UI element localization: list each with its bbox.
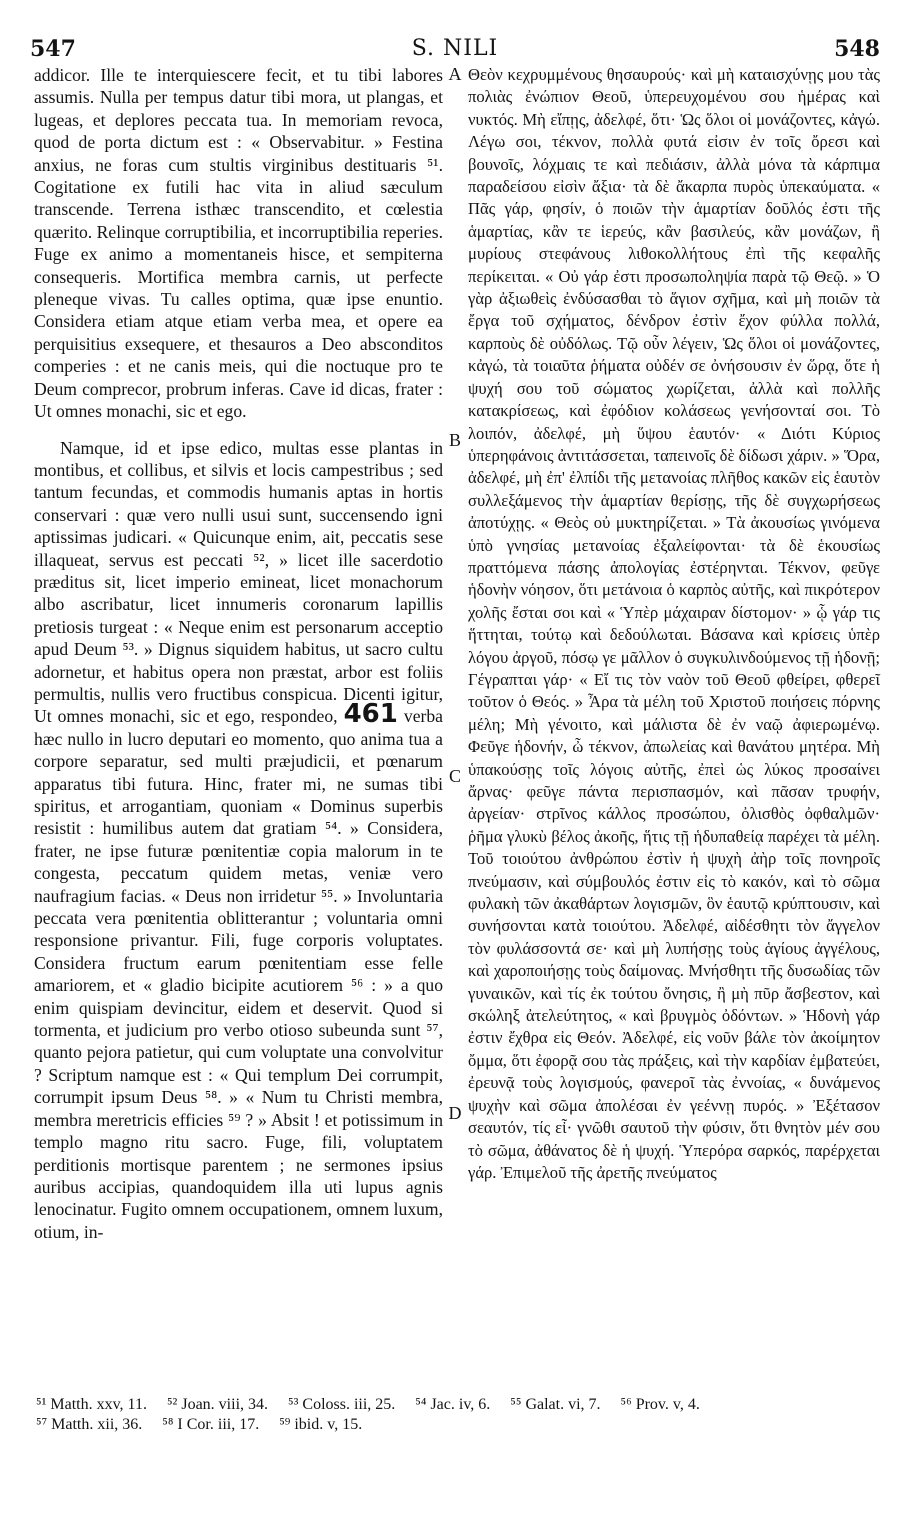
running-title: S. NILI: [411, 36, 499, 61]
footnote: ⁵⁵ Galat. vi, 7.: [510, 1396, 601, 1413]
latin-text: Namque, id et ipse edico, multas esse plantas in montibus, et collibus, et silvis et locis campestribus ; sed tantum fecundas, et commodis humanis aptas in hortis conservari : quæ vero nulli usui sunt, succensendo igni aptissimas judicari. « Quicunque enim, ait, peccatis sese illaqueat, servus est peccati ⁵², » licet ille sacerdotio præditus sit, licet imperio emineat, licet monachorum albo ascribatur, licet innumeris coronarum lapillis pretiosis turgeat : « Neque enim est personarum acceptio apud Deum ⁵³. » Dignus siquidem habitus, ut sacro cultu adornetur, et habitus opera non præstat, arbor est foliis permultis, nullis vero fructibus conspicua. Dicenti igitur, Ut omnes monachi, sic et ego, respondeo,: [34, 437, 443, 727]
latin-paragraph: addicor. Ille te interquiescere fecit, et tu tibi labores assumis. Nulla per tempus datur tibi mora, ut plangas, et lugeas, et deplores peccata tua. In memoriam revoca, quod de porta dictum est : « Observabitur. » Festina anxius, ne foras cum stultis virginibus destituaris ⁵¹. Cogitatione ex futili hac vita in aliud sæculum transcende. Terrena isthæc transcendito, et cœlestia quærito. Relinque corruptibilia, et incorruptibilia reperies. Fuge ex animo a momentaneis hisce, et sempiterna consequeris. Mortifica membra carnis, ut perfecte pleneque vivas. Tu calles optima, quæ ipse enuntio. Considera etiam atque etiam verba mea, et opere ea perquisitius exsequere, et thesauros a Deo absconditos comperies : et ne canis meis, qui die noctuque pro te Deum comprecor, probrum inferas. Cave id dicas, frater : Ut omnes monachi, sic et ego.: [34, 65, 443, 422]
latin-paragraph: [34, 437, 443, 1244]
section-marker-c: C: [448, 766, 461, 786]
footnote: ⁵³ Coloss. iii, 25.: [288, 1396, 396, 1413]
section-marker-d: D: [448, 1103, 462, 1123]
footnote: ⁵¹ Matth. xxv, 11.: [36, 1396, 147, 1413]
footnote-line: [36, 1395, 876, 1415]
footnote: ⁵⁹ ibid. v, 15.: [279, 1416, 363, 1433]
footnote: ⁵² Joan. viii, 34.: [166, 1396, 269, 1413]
footnotes: [36, 1395, 876, 1435]
page-number-right: 548: [834, 36, 880, 62]
latin-column: [34, 64, 443, 1243]
section-marker-a: A: [448, 64, 462, 84]
column-number: 461: [343, 699, 398, 730]
footnote: ⁵⁷ Matth. xii, 36.: [36, 1416, 143, 1433]
footnote: ⁵⁶ Prov. v, 4.: [620, 1396, 700, 1413]
page-header: [30, 36, 880, 66]
footnote: ⁵⁸ I Cor. iii, 17.: [162, 1416, 260, 1433]
greek-paragraph: Θεὸν κεχρυμμένους θησαυρούς· καὶ μὴ καταισχύνῃς μου τὰς πολιὰς ἐνώπιον Θεοῦ, ὑπερευχομένου σου ἡμέρας καὶ νυκτός. Μὴ εἴπῃς, ἀδελφέ, ὅτι· Ὡς ὅλοι οἱ μονάζοντες, κἀγώ. Λέγω σοι, τέκνον, πολλὰ φυτά εἰσιν ἐν τοῖς ὄρεσι καὶ βουνοῖς, λόχμαις τε καὶ πεδιάσιν, ἀλλὰ μόνα τὰ κάρπιμα παραδείσου εἰσὶν ἄξια· τὰ δὲ ἄκαρπα πυρὸς ὑπεκαύματα. « Πᾶς γάρ, φησίν, ὁ ποιῶν τὴν ἁμαρτίαν δοῦλός ἐστι τῆς ἁμαρτίας, κἂν τε ἱερεύς, κἂν βασιλεύς, κἂν μονάζων, ἢ μυρίους στεφάνους λιθοκολλήτους ἐπὶ τῆς κεφαλῆς περίκειται. « Οὐ γάρ ἐστι προσωποληψία παρὰ τῷ Θεῷ. » Ὁ γὰρ ἀξιωθεὶς ἐνδύσασθαι τὸ ἅγιον σχῆμα, καὶ μὴ ποιῶν τὰ ἔργα τοῦ σχήματος, δένδρον ἐστὶν ἔχον φύλλα πολλά, καρποὺς δὲ οὐδόλως. Τῷ οὖν λέγειν, Ὡς ὅλοι οἱ μονάζοντες, κἀγώ, τὰ τοιαῦτα ῥήματα οὐδέν σε ὀνήσουσιν ἐν ὥρᾳ, ὅτε ἡ ψυχή σου τοῦ σώματος χωρίζεται, ἀλλὰ καὶ πολλῆς κατακρίσεως, καὶ ἐφόδιον κολάσεως γενήσονταί σοι. Τὸ λοιπόν, ἀδελφέ, μὴ ὕψου ἑαυτόν· « Διότι Κύριος ὑπερηφάνοις ἀντιτάσσεται, ταπεινοῖς δὲ δίδωσι χάριν. » Ὅρα, ἀδελφέ, μὴ ἐπ' ἐλπίδι τῆς μετανοίας πλῆθος κακῶν εἰς ἑαυτὸν συλλεξάμενος τὴν ἁμαρτίαν θερίσῃς, τῆς δὲ συγχωρήσεως ἀποτύχῃς. « Θεὸς οὐ μυκτηρίζεται. » Τὰ ἀκουσίως γινόμενα ὑπὸ γνησίας μετανοίας ἐξαλείφονται· τὰ δὲ ἑκουσίως πραττόμενα πάσης ἀπολογίας ἐστέρηνται. Τέκνον, φεῦγε ἡδονὴν νόησον, ὅτι μετάνοια ὁ καρπὸς αὐτῆς, καὶ πικρότερον χολῆς ἔσται σοι καὶ « Ὑπὲρ μάχαιραν δίστομον· » ᾧ γάρ τις ἥττηται, τούτῳ καὶ δεδούλωται. Βάσανα καὶ κρίσεις ὑπὲρ λόγου ἀργοῦ, πόσῳ γε μᾶλλον ὁ συγκυλινδούμενος τῇ ἡδονῇ; Γέγραπται γάρ· « Εἴ τις τὸν ναὸν τοῦ Θεοῦ φθείρει, φθερεῖ τοῦτον ὁ Θεός. » Ἆρα τὰ μέλη τοῦ Χριστοῦ ποιήσεις πόρνης μέλη; Μὴ γένοιτο, καὶ μάλιστα δὲ ἐν ναῷ ἀφιερωμένῳ. Φεῦγε ἡδονήν, ὦ τέκνον, ἀπωλείας καὶ θανάτου μητέρα. Μὴ ὑπακούσῃς τοῖς λόγοις αὐτῆς, ἐπεὶ ὡς λύκος προσαίνει ἄρνας· φεῦγε πάντα περισπασμόν, καὶ πᾶσαν τρυφήν, ἀργείαν· στρῖνος κάλλος προσώπου, ὀλισθὸς ὀφθαλμῶν· ῥῆμα γλυκὺ βέλος ἀκοῆς, ἥτις τῇ ἡδυπαθείᾳ παρέχει τὰ μέλη. Τοῦ τοιούτου ἀνθρώπου ἐστὶν ἡ ψυχὴ ἀὴρ τοῖς πονηροῖς πνεύμασιν, καὶ σύμβουλός ἐστιν εἰς τὸ κακόν, καὶ τὸ σῶμα φυλακὴ τῶν ἀκαθάρτων λογισμῶν, ὃν ἑαυτῷ κρύπτουσιν, καὶ συνήσονται κατὰ τοιούτου. Ἀδελφέ, αἰδέσθητι τὸν ἄγγελον τὸν φυλάσσοντά σε· καὶ μὴ λυπήσῃς τοὺς ἁγίους ἀγγέλους, καὶ χαροποιήσῃς τοὺς δαίμονας. Μνήσθητι τῆς δυσωδίας τῶν γυναικῶν, καὶ τίς ἐκ τούτου ὄνησις, ἢ μὴ πῦρ ἄσβεστον, καὶ σκώληξ ἀτελεύτητος, « καὶ βρυγμὸς ὀδόντων. » Ἡδονὴ γάρ ἐστιν ἔχθρα εἰς Θεόν. Ἀδελφέ, εἰς νοῦν βάλε τὸν ἀκοίμητον ὄμμα, ὅτι ἐφορᾷ σου τὰς πράξεις, καὶ τὴν καρδίαν ἐμβατεύει, ἐρευνᾷ τοὺς λογισμούς, φανεροῖ τὰς ἐννοίας, « δυνάμενος ψυχὴν καὶ σῶμα ἀπολέσαι ἐν γεέννῃ πυρός. » Ἐξέτασον σεαυτόν, τίς εἶ· γνῶθι σαυτοῦ τὴν φύσιν, ὅτι θνητὸν μέν σου τὸ σῶμα, ἀθάνατος δὲ ἡ ψυχή. Ὑπερόρα σαρκός, παρέρχεται γάρ. Ἐπιμελοῦ τῆς ἀρετῆς πνεύματος: [468, 65, 880, 1182]
footnote: ⁵⁴ Jac. iv, 6.: [415, 1396, 491, 1413]
footnote-line: [36, 1415, 876, 1435]
section-marker-b: B: [448, 430, 461, 450]
greek-column: [468, 64, 880, 1184]
page-number-left: 547: [30, 36, 76, 62]
latin-text: verba hæc nullo in lucro deputari eo momento, quo anima tua a corpore separatur, sed multi præjudicii, et pœnarum apparatus tibi futura. Hinc, frater mi, ne sumas tibi spiritus, et arrogantiam, quoniam « Dominus superbis resistit : humilibus autem dat gratiam ⁵⁴. » Considera, frater, ne ipse futuræ pœnitentiæ copia malorum in te congesta, peccatum quidem metas, veniæ vero naufragium facias. « Deus non irridetur ⁵⁵. » Involuntaria peccata vera pœnitentia oblitterantur ; voluntaria omni responsione privantur. Fili, fuge corporis voluptates. Considera fructum earum pœnitentiam esse felle amariorem, et « gladio bicipite acutiorem ⁵⁶ : » a quo enim quispiam devincitur, eidem et deservit. Quod si tormenta, et judicium pro verbo otioso subeunda sunt ⁵⁷, quanto pejora patietur, qui cum voluptate una convolvitur ? Scriptum namque est : « Qui templum Dei corrumpit, corrumpit ipsum Deus ⁵⁸. » « Num tu Christi membra, membra meretricis efficies ⁵⁹ ? » Absit ! et potissimum in templo magno ritu sacro. Fuge, fili, voluptatem perditionis mortisque parentem ; ne sermones ipsius auribus accipias, quandoquidem illa uti lupus agnis lenocinatur. Fugito omnem occupationem, omnem luxum, otium, in-: [34, 706, 443, 1242]
